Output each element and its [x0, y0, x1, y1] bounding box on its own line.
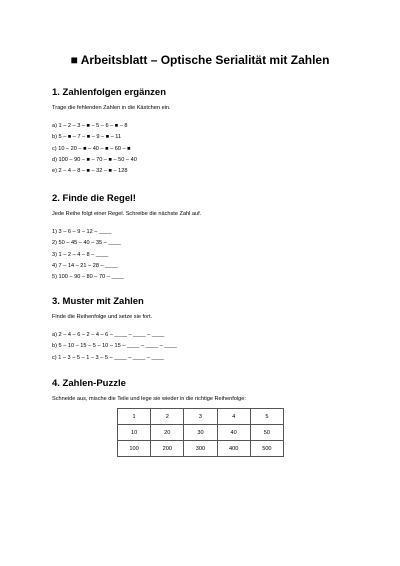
section-instruction: Jede Reihe folgt einer Regel. Schreibe die nächste Zahl auf.: [52, 211, 202, 217]
section-instruction: Schneide aus, mische die Teile und lege sie wieder in die richtige Reihenfolge:: [52, 396, 246, 402]
page-title: ■ Arbeitsblatt – Optische Serialität mit Zahlen: [70, 53, 330, 67]
exercise-line: 4) 7 – 14 – 21 – 28 – ____: [52, 262, 118, 269]
table-cell: 5: [250, 409, 283, 425]
table-cell: 20: [151, 425, 184, 441]
section-heading: 3. Muster mit Zahlen: [52, 296, 144, 307]
exercise-line: 2) 50 – 45 – 40 – 35 – ____: [52, 240, 121, 247]
section-heading: 4. Zahlen-Puzzle: [52, 378, 126, 389]
section-puzzle: [52, 378, 352, 403]
table-row: [118, 425, 284, 441]
exercise-line: d) 100 – 90 – ■ – 70 – ■ – 50 – 40: [52, 156, 137, 163]
table-cell: 300: [184, 441, 217, 457]
table-cell: 100: [118, 441, 151, 457]
table-cell: 200: [151, 441, 184, 457]
section-instruction: Finde die Reihenfolge und setze sie fort.: [52, 314, 153, 320]
table-cell: 400: [217, 441, 250, 457]
number-puzzle-table: [117, 408, 284, 457]
exercise-list: [52, 227, 352, 283]
table-cell: 2: [151, 409, 184, 425]
exercise-list: [52, 121, 352, 177]
exercise-line: c) 1 – 3 – 5 – 1 – 3 – 5 – ____ – ____ – ____: [52, 354, 164, 361]
exercise-list: [52, 330, 352, 364]
table-cell: 500: [250, 441, 283, 457]
exercise-line: b) 5 – 10 – 15 – 5 – 10 – 15 – ____ – ____ – ____: [52, 343, 177, 350]
section-rules: [52, 193, 352, 283]
table-cell: 30: [184, 425, 217, 441]
section-sequences: [52, 87, 352, 177]
section-heading: 2. Finde die Regel!: [52, 193, 136, 204]
table-cell: 10: [118, 425, 151, 441]
table-row: [118, 441, 284, 457]
exercise-line: a) 1 – 2 – 3 – ■ – 5 – 6 – ■ – 8: [52, 123, 128, 129]
exercise-line: 1) 3 – 6 – 9 – 12 – ____: [52, 229, 112, 235]
exercise-line: 5) 100 – 90 – 80 – 70 – ____: [52, 274, 124, 281]
exercise-line: a) 2 – 4 – 6 – 2 – 4 – 6 – ____ – ____ – ____: [52, 332, 165, 338]
section-patterns: [52, 296, 352, 364]
table-cell: 50: [250, 425, 283, 441]
table-cell: 40: [217, 425, 250, 441]
section-heading: 1. Zahlenfolgen ergänzen: [52, 87, 167, 98]
table-cell: 4: [217, 409, 250, 425]
exercise-line: b) 5 – ■ – 7 – ■ – 9 – ■ – 11: [52, 134, 122, 141]
table-row: [118, 409, 284, 425]
table-cell: 3: [184, 409, 217, 425]
section-instruction: Trage die fehlenden Zahlen in die Kästchen ein.: [52, 105, 171, 111]
table-cell: 1: [118, 409, 151, 425]
exercise-line: e) 2 – 4 – 8 – ■ – 32 – ■ – 128: [52, 168, 128, 175]
exercise-line: c) 10 – 20 – ■ – 40 – ■ – 60 – ■: [52, 145, 131, 152]
exercise-line: 3) 1 – 2 – 4 – 8 – ____: [52, 251, 109, 258]
